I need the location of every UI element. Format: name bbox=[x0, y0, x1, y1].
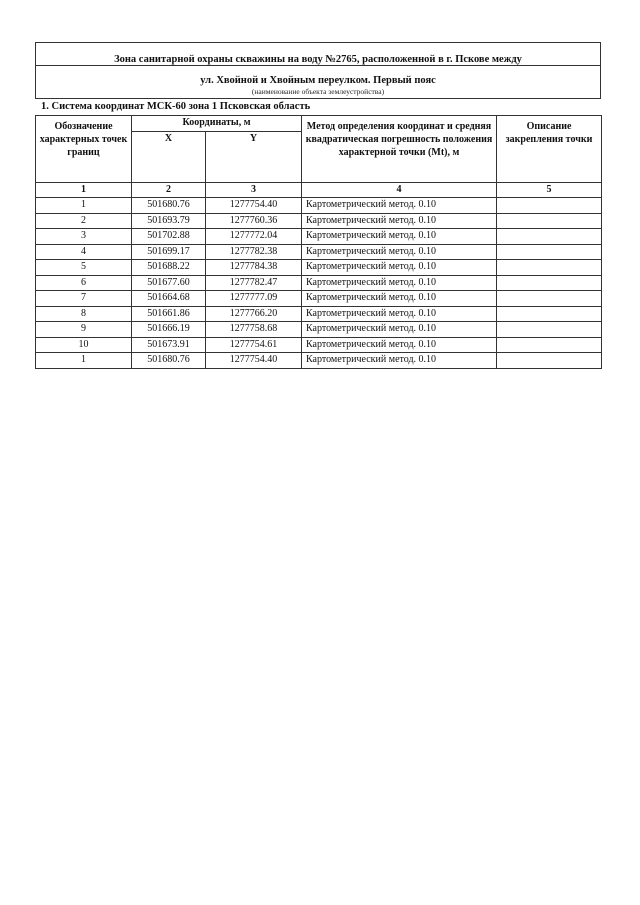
x-coordinate-cell: 501666.19 bbox=[132, 322, 206, 338]
table-row bbox=[36, 260, 602, 276]
table-row bbox=[36, 353, 602, 369]
point-number-cell: 4 bbox=[36, 244, 132, 260]
point-number-cell: 3 bbox=[36, 229, 132, 245]
x-coordinate-cell: 501664.68 bbox=[132, 291, 206, 307]
description-cell bbox=[497, 337, 602, 353]
table-row bbox=[36, 244, 602, 260]
x-coordinate-cell: 501680.76 bbox=[132, 198, 206, 214]
x-coordinate-cell: 501699.17 bbox=[132, 244, 206, 260]
method-cell: Картометрический метод. 0.10 bbox=[302, 322, 497, 338]
column-numbers-row bbox=[36, 183, 602, 198]
x-coordinate-cell: 501702.88 bbox=[132, 229, 206, 245]
point-number-cell: 1 bbox=[36, 198, 132, 214]
method-cell: Картометрический метод. 0.10 bbox=[302, 229, 497, 245]
point-number-cell: 10 bbox=[36, 337, 132, 353]
point-number-cell: 9 bbox=[36, 322, 132, 338]
description-cell bbox=[497, 275, 602, 291]
point-number-cell: 2 bbox=[36, 213, 132, 229]
table-row bbox=[36, 213, 602, 229]
method-cell: Картометрический метод. 0.10 bbox=[302, 275, 497, 291]
header-x: X bbox=[132, 131, 206, 182]
object-name-caption: (наименование объекта землеустройства) bbox=[36, 87, 600, 99]
table-row bbox=[36, 322, 602, 338]
description-cell bbox=[497, 213, 602, 229]
point-number-cell: 1 bbox=[36, 353, 132, 369]
x-coordinate-cell: 501673.91 bbox=[132, 337, 206, 353]
y-coordinate-cell: 1277754.61 bbox=[206, 337, 302, 353]
coordinates-table bbox=[35, 115, 602, 369]
y-coordinate-cell: 1277754.40 bbox=[206, 198, 302, 214]
header-coordinates: Координаты, м bbox=[132, 116, 302, 132]
description-cell bbox=[497, 353, 602, 369]
y-coordinate-cell: 1277782.38 bbox=[206, 244, 302, 260]
point-number-cell: 8 bbox=[36, 306, 132, 322]
method-cell: Картометрический метод. 0.10 bbox=[302, 291, 497, 307]
header-box bbox=[35, 42, 601, 99]
y-coordinate-cell: 1277754.40 bbox=[206, 353, 302, 369]
document-title-line1: Зона санитарной охраны скважины на воду №2765, расположенной в г. Пскове между bbox=[36, 43, 600, 66]
column-number: 1 bbox=[36, 183, 132, 198]
point-number-cell: 5 bbox=[36, 260, 132, 276]
y-coordinate-cell: 1277758.68 bbox=[206, 322, 302, 338]
description-cell bbox=[497, 306, 602, 322]
header-y: Y bbox=[206, 131, 302, 182]
table-row bbox=[36, 291, 602, 307]
column-number: 5 bbox=[497, 183, 602, 198]
method-cell: Картометрический метод. 0.10 bbox=[302, 213, 497, 229]
description-cell bbox=[497, 229, 602, 245]
table-row bbox=[36, 229, 602, 245]
coordinates-table-body bbox=[36, 198, 602, 369]
x-coordinate-cell: 501680.76 bbox=[132, 353, 206, 369]
description-cell bbox=[497, 244, 602, 260]
method-cell: Картометрический метод. 0.10 bbox=[302, 260, 497, 276]
method-cell: Картометрический метод. 0.10 bbox=[302, 198, 497, 214]
table-row bbox=[36, 337, 602, 353]
point-number-cell: 6 bbox=[36, 275, 132, 291]
x-coordinate-cell: 501661.86 bbox=[132, 306, 206, 322]
x-coordinate-cell: 501677.60 bbox=[132, 275, 206, 291]
method-cell: Картометрический метод. 0.10 bbox=[302, 244, 497, 260]
coordinate-system-heading: 1. Система координат МСК-60 зона 1 Псковская область bbox=[41, 101, 311, 112]
column-number: 4 bbox=[302, 183, 497, 198]
method-cell: Картометрический метод. 0.10 bbox=[302, 337, 497, 353]
description-cell bbox=[497, 322, 602, 338]
header-method: Метод определения координат и средняя квадратическая погрешность положения характерной точки (Mt), м bbox=[302, 116, 497, 183]
table-row bbox=[36, 306, 602, 322]
header-point-designation: Обозначение характерных точек границ bbox=[36, 116, 132, 183]
table-row bbox=[36, 198, 602, 214]
description-cell bbox=[497, 291, 602, 307]
x-coordinate-cell: 501693.79 bbox=[132, 213, 206, 229]
header-description: Описание закрепления точки bbox=[497, 116, 602, 183]
column-number: 3 bbox=[206, 183, 302, 198]
description-cell bbox=[497, 260, 602, 276]
x-coordinate-cell: 501688.22 bbox=[132, 260, 206, 276]
y-coordinate-cell: 1277777.09 bbox=[206, 291, 302, 307]
y-coordinate-cell: 1277784.38 bbox=[206, 260, 302, 276]
document-title-line2: ул. Хвойной и Хвойным переулком. Первый пояс bbox=[200, 75, 436, 86]
point-number-cell: 7 bbox=[36, 291, 132, 307]
y-coordinate-cell: 1277772.04 bbox=[206, 229, 302, 245]
method-cell: Картометрический метод. 0.10 bbox=[302, 306, 497, 322]
document bbox=[35, 42, 601, 369]
description-cell bbox=[497, 198, 602, 214]
y-coordinate-cell: 1277782.47 bbox=[206, 275, 302, 291]
y-coordinate-cell: 1277766.20 bbox=[206, 306, 302, 322]
column-number: 2 bbox=[132, 183, 206, 198]
table-row bbox=[36, 275, 602, 291]
y-coordinate-cell: 1277760.36 bbox=[206, 213, 302, 229]
method-cell: Картометрический метод. 0.10 bbox=[302, 353, 497, 369]
